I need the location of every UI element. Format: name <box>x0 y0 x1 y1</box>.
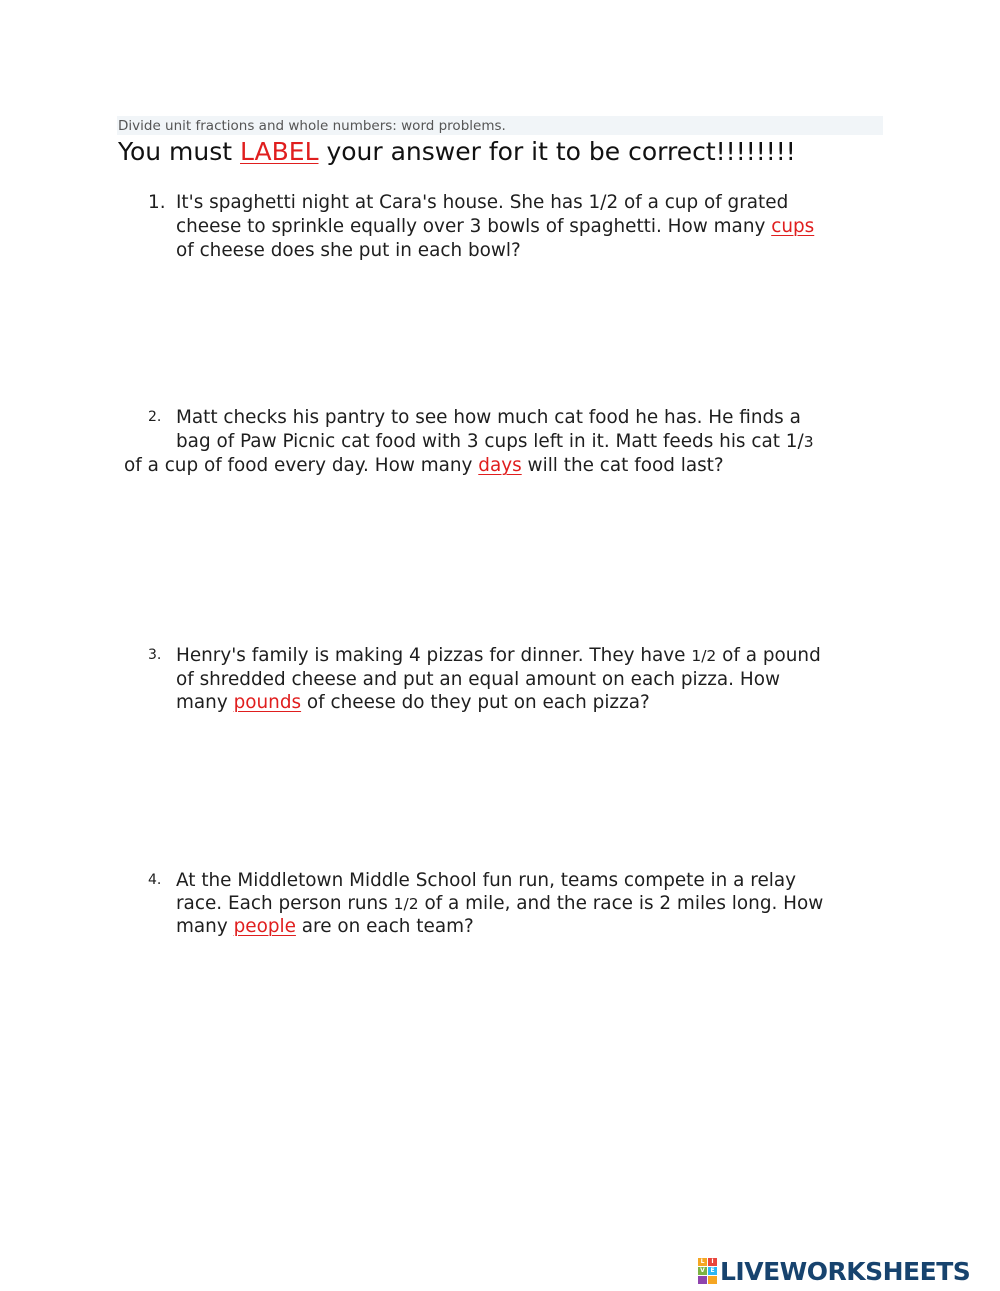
fraction-denominator: 3 <box>803 433 814 451</box>
logo-block: E <box>708 1267 717 1275</box>
problem-text-line <box>176 430 814 454</box>
fraction: 1/2 <box>393 895 419 913</box>
text-segment: many <box>176 692 234 713</box>
problem-text-line <box>176 691 650 714</box>
text-segment: will the cat food last? <box>521 455 724 476</box>
problem-text-line <box>176 892 823 916</box>
answer-label-unit: pounds <box>233 692 302 713</box>
liveworksheets-logo[interactable] <box>698 1256 970 1286</box>
problem-number: 4. <box>148 872 162 888</box>
text-segment: Henry's family is making 4 pizzas for dinner. They have <box>176 645 692 666</box>
logo-block <box>708 1276 717 1284</box>
problem-text-line <box>124 454 724 477</box>
answer-label-unit: cups <box>771 216 815 237</box>
heading-after: your answer for it to be correct!!!!!!!! <box>318 137 796 166</box>
logo-block: I <box>708 1258 717 1266</box>
problem-text-line: of shredded cheese and put an equal amount on each pizza. How <box>176 669 780 690</box>
fraction: 1/2 <box>691 647 717 665</box>
text-segment: cheese to sprinkle equally over 3 bowls of spaghetti. How many <box>176 216 772 237</box>
logo-block: V <box>698 1267 707 1275</box>
problem-text-line: of cheese does she put in each bowl? <box>176 240 521 261</box>
problem-text-line <box>176 644 821 668</box>
text-segment: are on each team? <box>295 916 474 937</box>
problem-text-line <box>176 215 814 238</box>
problem-text-line: Matt checks his pantry to see how much cat food he has. He finds a <box>176 407 801 428</box>
text-segment: of a cup of food every day. How many <box>124 455 479 476</box>
problem-number: 2. <box>148 409 162 425</box>
text-segment: of cheese do they put on each pizza? <box>301 692 650 713</box>
instructions-heading <box>118 137 796 166</box>
logo-block: L <box>698 1258 707 1266</box>
logo-blocks-icon <box>698 1258 717 1284</box>
text-segment: many <box>176 916 234 937</box>
problem-text-line: It's spaghetti night at Cara's house. She has 1/2 of a cup of grated <box>176 192 789 213</box>
text-segment: bag of Paw Picnic cat food with 3 cups left in it. Matt feeds his cat 1/ <box>176 431 804 452</box>
answer-label-unit: people <box>233 916 296 937</box>
text-segment: race. Each person runs <box>176 893 394 914</box>
problem-number: 3. <box>148 647 162 663</box>
text-segment: of a pound <box>716 645 821 666</box>
answer-label-unit: days <box>478 455 522 476</box>
logo-text: LIVEWORKSHEETS <box>720 1256 971 1286</box>
heading-label-emphasis: LABEL <box>240 137 319 166</box>
heading-before: You must <box>118 137 241 166</box>
worksheet-subtitle: Divide unit fractions and whole numbers: word problems. <box>118 118 506 134</box>
problem-text-line: At the Middletown Middle School fun run, teams compete in a relay <box>176 870 797 891</box>
problem-text-line <box>176 915 474 938</box>
logo-block <box>698 1276 707 1284</box>
text-segment: of a mile, and the race is 2 miles long. How <box>418 893 824 914</box>
problem-number: 1. <box>148 192 166 213</box>
